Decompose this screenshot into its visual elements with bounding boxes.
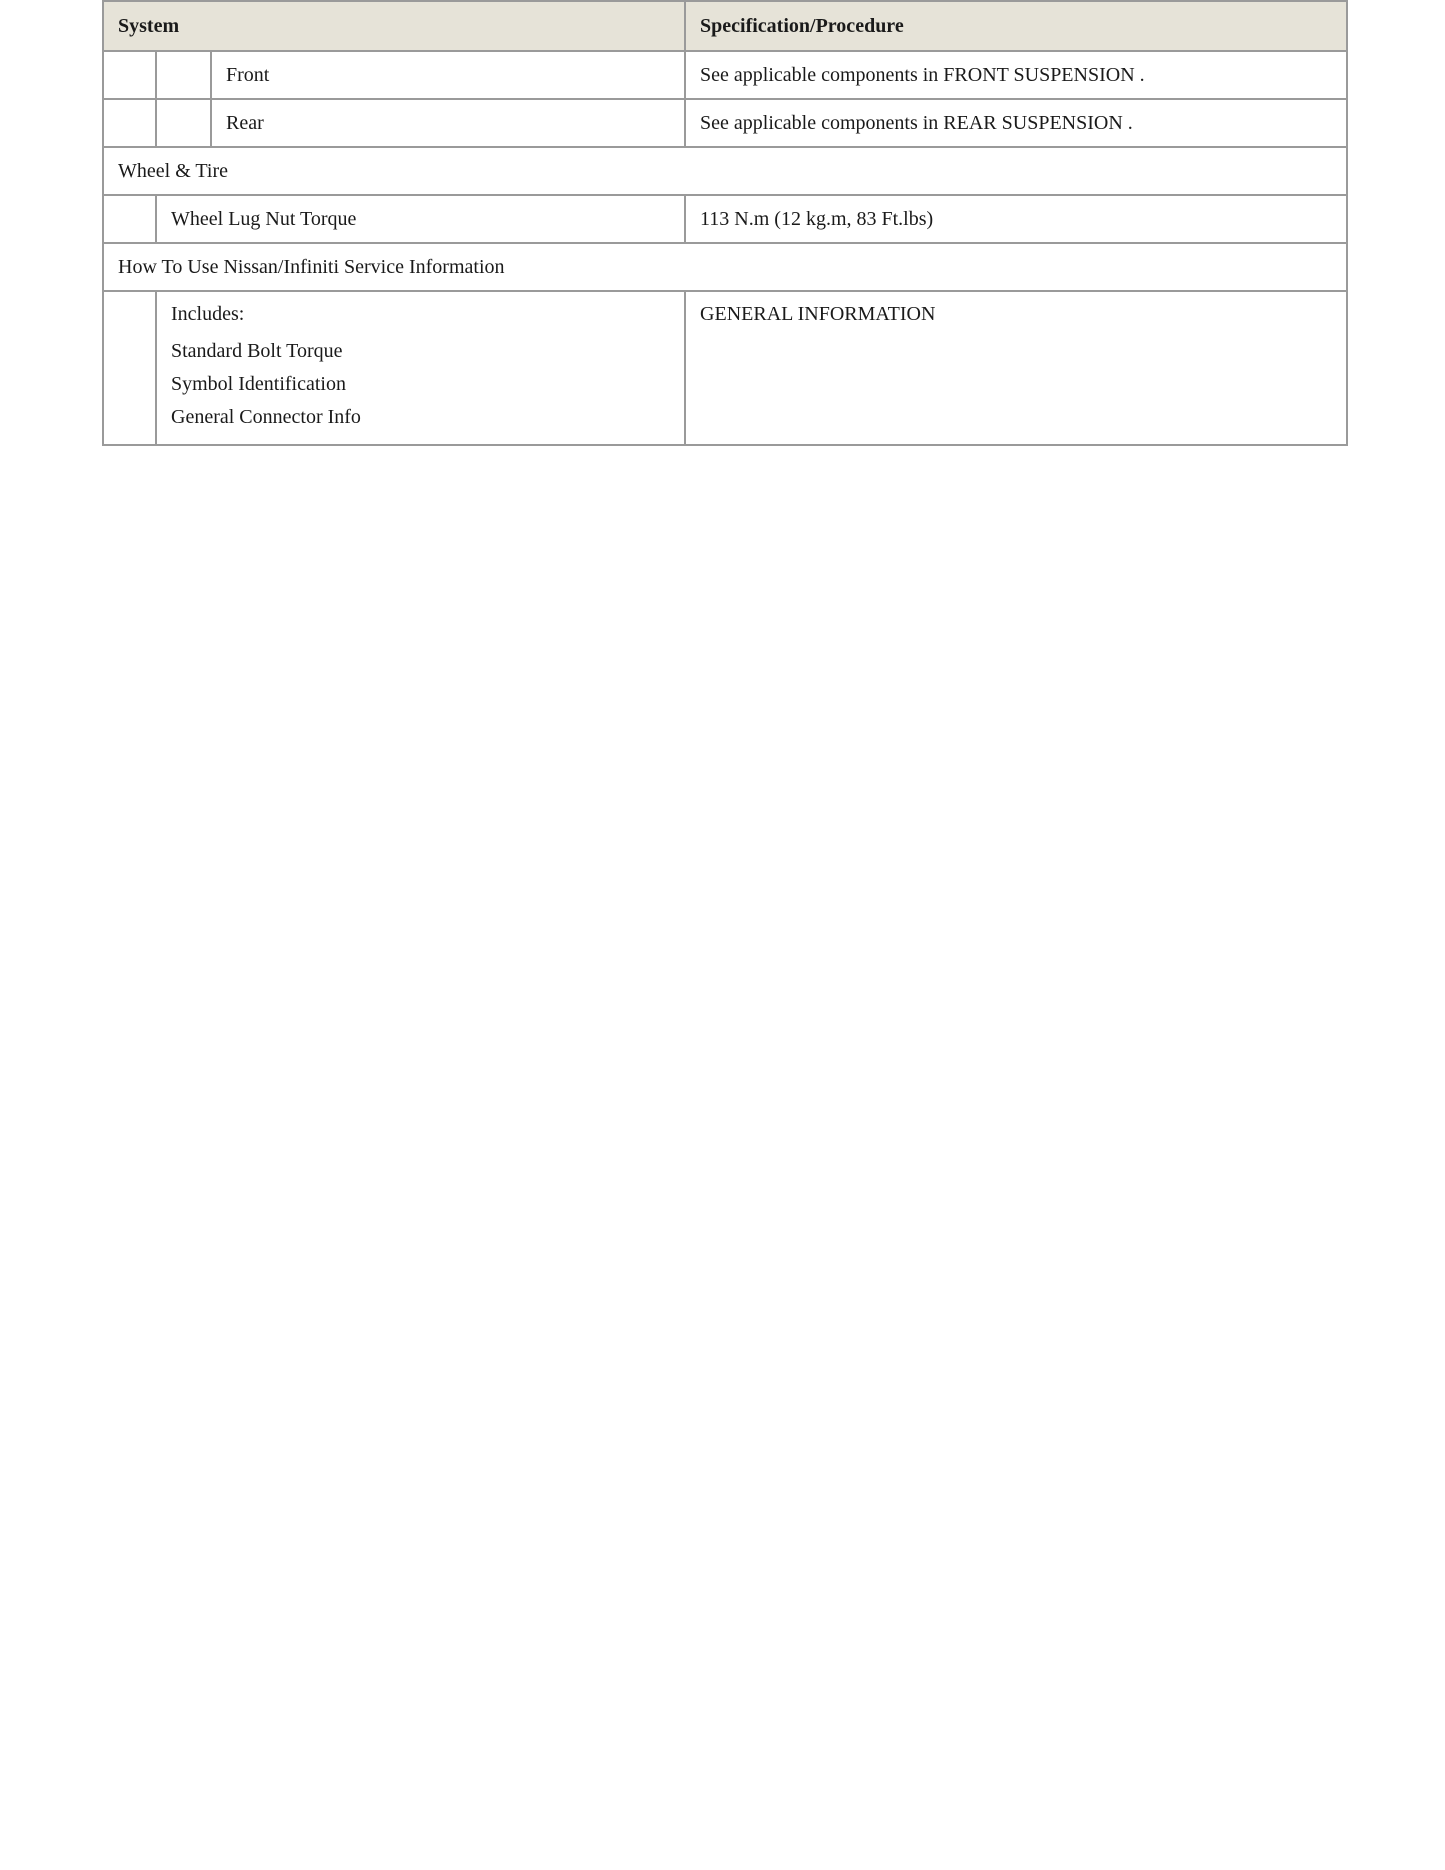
includes-line: Standard Bolt Torque [171, 340, 343, 362]
indent-cell [156, 51, 211, 99]
row-spec-includes: GENERAL INFORMATION [685, 291, 1347, 445]
section-row-howto [103, 243, 1347, 291]
table-row-rear [103, 99, 1347, 147]
header-specification: Specification/Procedure [685, 1, 1347, 51]
row-label-lug-nut: Wheel Lug Nut Torque [156, 195, 685, 243]
row-label-includes [156, 291, 685, 445]
row-spec-lug-nut: 113 N.m (12 kg.m, 83 Ft.lbs) [685, 195, 1347, 243]
indent-cell [156, 99, 211, 147]
table-row-lug-nut [103, 195, 1347, 243]
table-row-front [103, 51, 1347, 99]
row-spec-rear: See applicable components in REAR SUSPENSION . [685, 99, 1347, 147]
row-label-rear: Rear [211, 99, 685, 147]
section-row-wheel-tire [103, 147, 1347, 195]
spec-table [102, 0, 1348, 446]
table-header-row [103, 1, 1347, 51]
section-label-howto: How To Use Nissan/Infiniti Service Information [103, 243, 1347, 291]
includes-line: General Connector Info [171, 406, 361, 428]
row-label-front: Front [211, 51, 685, 99]
section-label-wheel-tire: Wheel & Tire [103, 147, 1347, 195]
header-system: System [103, 1, 685, 51]
indent-cell [103, 99, 156, 147]
indent-cell [103, 51, 156, 99]
indent-cell [103, 195, 156, 243]
table-row-includes [103, 291, 1347, 445]
includes-line: Includes: [171, 303, 245, 325]
includes-line: Symbol Identification [171, 373, 346, 395]
row-spec-front: See applicable components in FRONT SUSPENSION . [685, 51, 1347, 99]
indent-cell [103, 291, 156, 445]
